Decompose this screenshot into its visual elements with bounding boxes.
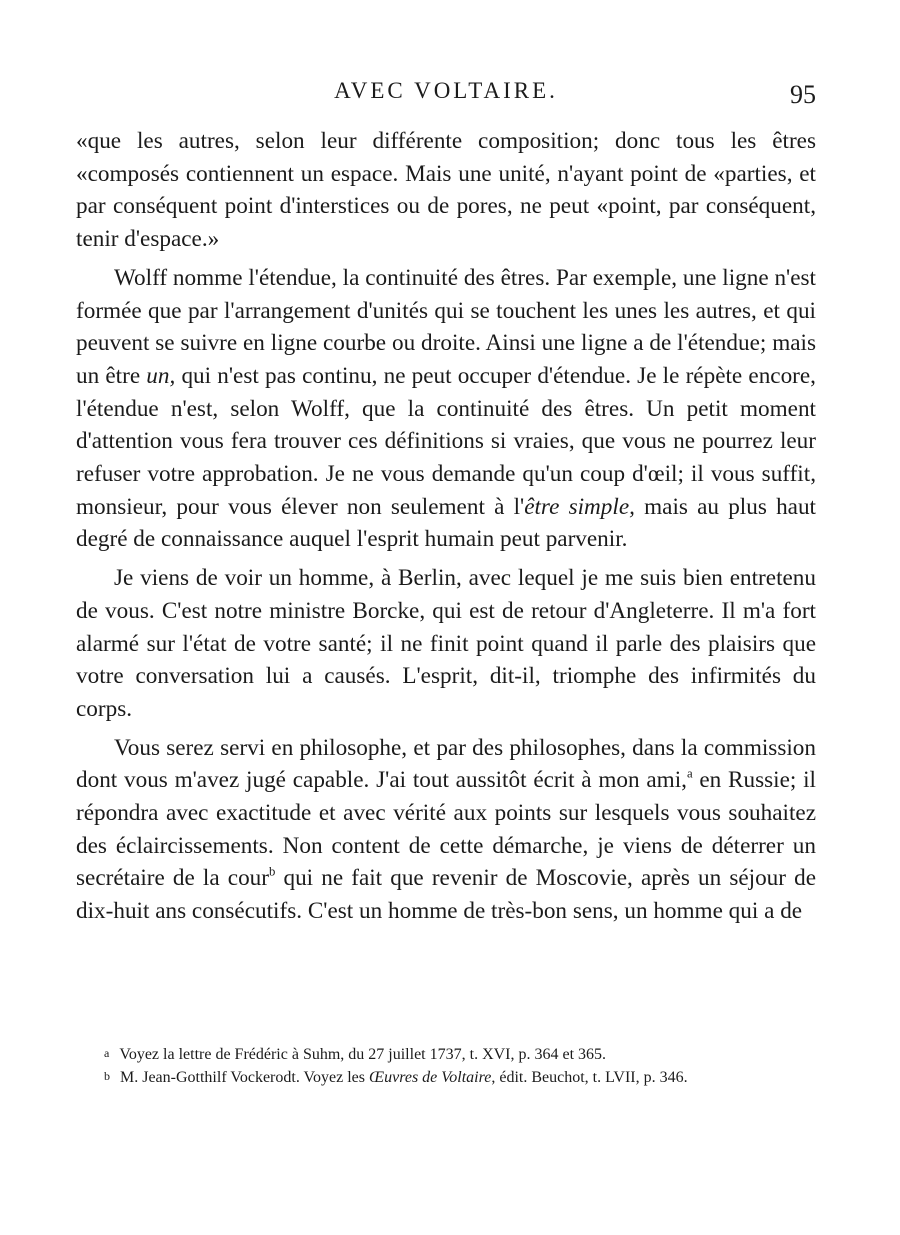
paragraph-text: qui ne fait que revenir de Moscovie, après un séjour de dix-huit ans consécutifs. C'est un homme de très-bon sens, un homme qui a de bbox=[76, 865, 816, 925]
paragraph-borcke: Je viens de voir un homme, à Berlin, avec lequel je me suis bien entretenu de vous. C'est notre ministre Borcke, qui est de retour d'Angleterre. Il m'a fort alarmé sur l'état de votre santé; il ne finit point quand il parle des plaisirs que votre conversation lui a causés. L'esprit, dit-il, triomphe des infirmités du corps. bbox=[76, 565, 816, 722]
paragraph-wolff bbox=[76, 262, 816, 556]
paragraph-text: Vous serez servi en philosophe, et par des philosophes, dans la commission dont vous m'avez jugé capable. J'ai tout aussitôt écrit à mon ami, bbox=[76, 734, 816, 794]
paragraph-text: qui n'est pas continu, ne peut occuper d'étendue. Je le répète encore, l'étendue n'est, selon Wolff, que la continuité des êtres. Un petit moment d'attention vous fera trouver ces définitions si vraies, que vous ne pourrez leur refuser votre approbation. Je ne vous demande qu'un coup d'œil; il vous suffit, monsieur, pour vous élever non seulement à l' bbox=[76, 362, 816, 520]
body-text bbox=[76, 125, 816, 928]
footnote-a bbox=[76, 1043, 816, 1066]
running-title: AVEC VOLTAIRE. bbox=[334, 78, 558, 103]
paragraph-commission bbox=[76, 732, 816, 928]
footnote-text: Voyez la lettre de Frédéric à Suhm, du 27 juillet 1737, t. XVI, p. 364 et 365. bbox=[119, 1046, 607, 1063]
footnote-mark: a bbox=[104, 1046, 110, 1061]
italic-term-etre-simple: être simple, bbox=[524, 493, 635, 520]
footnote-ref-a[interactable]: a bbox=[686, 766, 693, 781]
footnote-text: M. Jean-Gotthilf Vockerodt. Voyez les bbox=[120, 1069, 370, 1086]
footnote-ref-b[interactable]: b bbox=[268, 864, 276, 879]
paragraph-text: en Russie; il répondra avec exactitude et avec vérité aux points sur lesquels vous souhaitez des éclaircissements. Non content de cette démarche, je viens de déterrer un secrétaire de la cour bbox=[76, 767, 816, 892]
paragraph-text: Wolff nomme l'étendue, la continuité des êtres. Par exemple, une ligne n'est formée que par l'arrangement d'unités qui se touchent les unes les autres, et qui peuvent se suivre en ligne courbe ou droite. Ainsi une ligne a de l'étendue; mais un être bbox=[76, 264, 816, 389]
footnotes bbox=[76, 1043, 816, 1089]
footnote-b bbox=[76, 1066, 816, 1089]
footnote-mark: b bbox=[104, 1069, 110, 1084]
paragraph-text: mais au plus haut degré de connaissance auquel l'esprit humain peut parvenir. bbox=[76, 493, 816, 553]
italic-term-un: un, bbox=[146, 362, 176, 389]
page-header bbox=[76, 78, 816, 112]
page-number: 95 bbox=[790, 80, 816, 109]
footnote-text: , édit. Beuchot, t. LVII, p. 346. bbox=[491, 1069, 688, 1086]
footnote-book-title: Œuvres de Voltaire bbox=[369, 1069, 492, 1086]
paragraph-quote-continuation: «que les autres, selon leur différente composition; donc tous les êtres «composés contiennent un espace. Mais une unité, n'ayant point de «parties, et par conséquent point d'interstices ou de pores, ne peut «point, par conséquent, tenir d'espace.» bbox=[76, 128, 816, 253]
